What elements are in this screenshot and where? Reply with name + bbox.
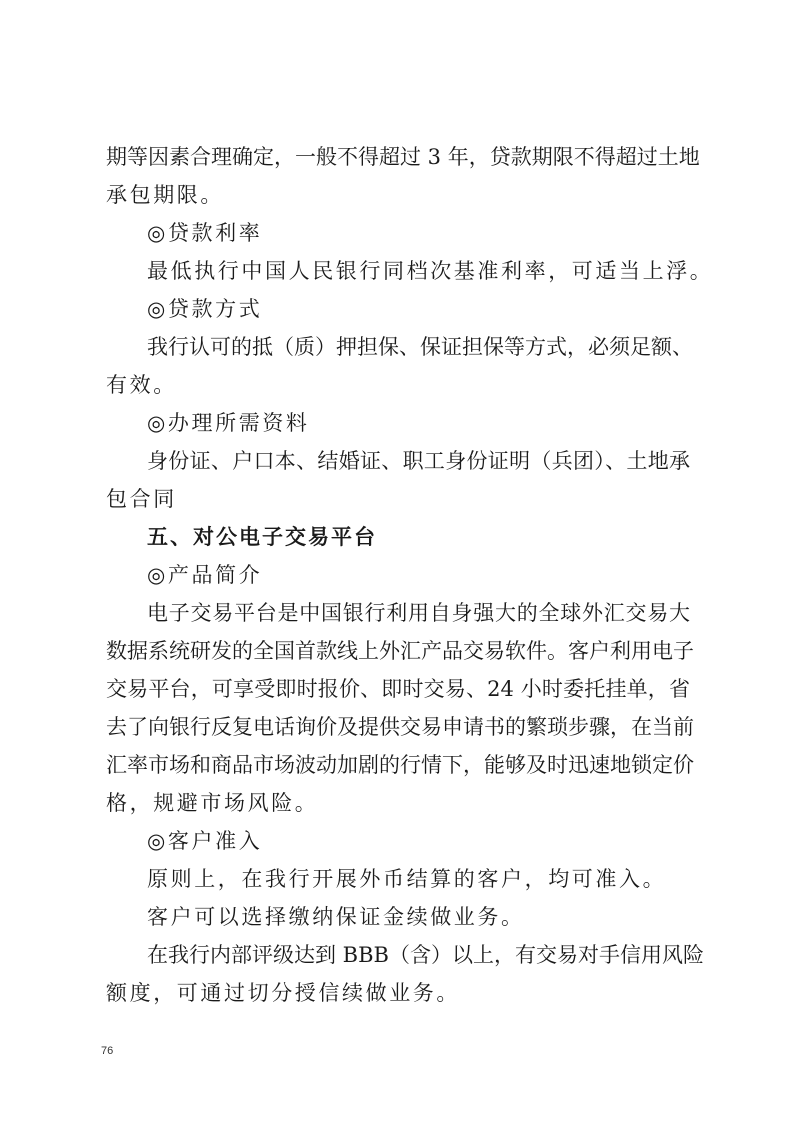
product-intro-text: 交易平台，可享受即时报价、即时交易、24 小时委托挂单，省: [106, 677, 690, 701]
loan-rate-text: 最低执行中国人民银行同档次基准利率，可适当上浮。: [147, 259, 714, 283]
loan-term-text-end: 承包期限。: [106, 183, 224, 207]
loan-method-text-end: 有效。: [106, 373, 177, 397]
page-number: 76: [101, 1045, 114, 1057]
customer-access-subheading: ◎客户准入: [147, 829, 263, 853]
product-intro-text: 数据系统研发的全国首款线上外汇产品交易软件。客户利用电子: [106, 639, 694, 663]
product-intro-subheading: ◎产品简介: [147, 563, 263, 587]
loan-method-text: 我行认可的抵（质）押担保、保证担保等方式，必须足额、: [147, 335, 693, 359]
required-documents-text: 身份证、户口本、结婚证、职工身份证明（兵团）、土地承: [147, 449, 690, 473]
product-intro-text: 汇率市场和商品市场波动加剧的行情下，能够及时迅速地锁定价: [106, 753, 694, 777]
product-intro-text: 电子交易平台是中国银行利用自身强大的全球外汇交易大: [147, 601, 690, 625]
product-intro-text: 去了向银行反复电话询价及提供交易申请书的繁琐步骤，在当前: [106, 715, 694, 739]
customer-access-text: 原则上，在我行开展外币结算的客户，均可准入。: [147, 867, 667, 891]
loan-method-subheading: ◎贷款方式: [147, 297, 263, 321]
required-documents-text-end: 包合同: [106, 487, 177, 511]
section-heading: 五、对公电子交易平台: [147, 524, 377, 549]
loan-term-text: 期等因素合理确定，一般不得超过 3 年，贷款期限不得超过土地: [106, 145, 700, 169]
customer-access-text: 在我行内部评级达到 BBB（含）以上，有交易对手信用风险: [147, 943, 704, 967]
customer-access-text-end: 额度，可通过切分授信续做业务。: [106, 981, 460, 1005]
required-documents-subheading: ◎办理所需资料: [147, 411, 310, 435]
product-intro-text-end: 格，规避市场风险。: [106, 791, 319, 815]
customer-access-text: 客户可以选择缴纳保证金续做业务。: [147, 905, 525, 929]
loan-rate-subheading: ◎贷款利率: [147, 221, 263, 245]
